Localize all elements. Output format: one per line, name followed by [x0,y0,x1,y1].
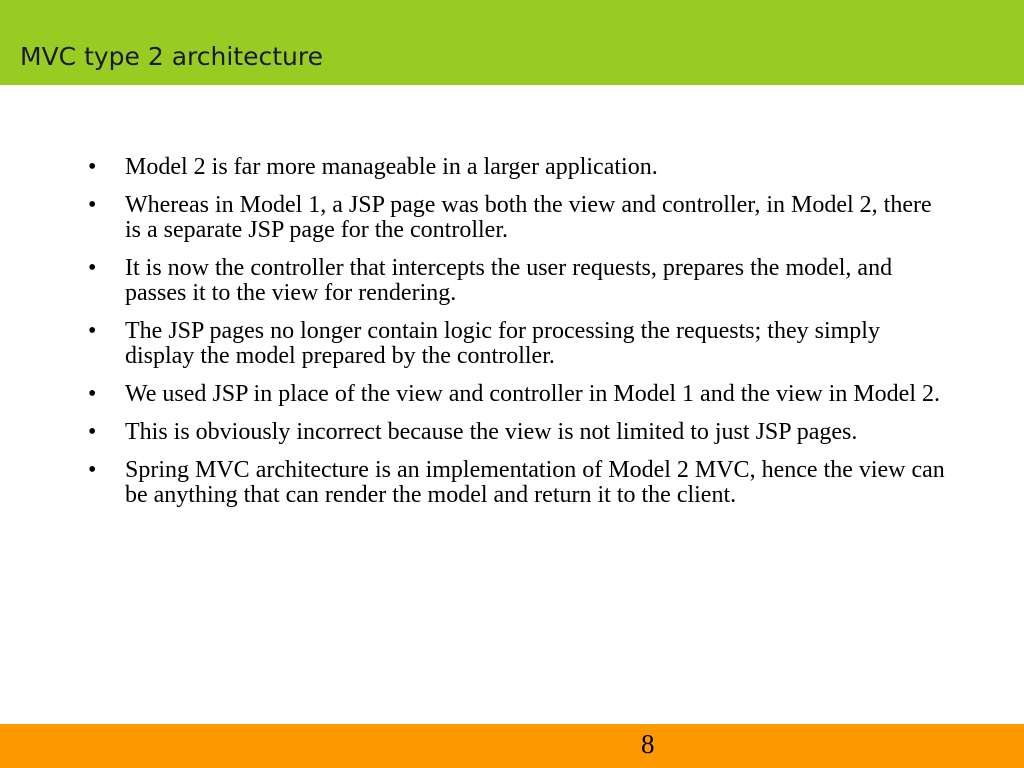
bullet-text: Model 2 is far more manageable in a larger application. [125,154,658,180]
bullet-item [88,382,948,407]
bullet-text: The JSP pages no longer contain logic for processing the requests; they simply display the model prepared by the controller. [125,318,880,369]
bullet-list [88,155,948,521]
bullet-icon: • [88,318,97,344]
bullet-icon: • [88,381,97,407]
bullet-text: We used JSP in place of the view and controller in Model 1 and the view in Model 2. [125,381,941,407]
slide-title: MVC type 2 architecture [20,42,323,71]
bullet-icon: • [88,255,97,281]
bullet-text: This is obviously incorrect because the view is not limited to just JSP pages. [125,419,858,445]
bullet-icon: • [88,457,97,483]
bullet-text: Whereas in Model 1, a JSP page was both the view and controller, in Model 2, there is a separate JSP page for the controller. [125,192,932,243]
bullet-item [88,193,948,243]
bullet-text: Spring MVC architecture is an implementation of Model 2 MVC, hence the view can be anything that can render the model and return it to the client. [125,457,945,508]
bullet-item [88,319,948,369]
bullet-icon: • [88,154,97,180]
bullet-item [88,420,948,445]
footer-bar [0,724,1024,768]
bullet-item [88,458,948,508]
page-number: 8 [641,729,655,759]
bullet-item [88,256,948,306]
bullet-text: It is now the controller that intercepts the user requests, prepares the model, and passes it to the view for rendering. [125,255,893,306]
bullet-icon: • [88,419,97,445]
bullet-icon: • [88,192,97,218]
bullet-item [88,155,948,180]
